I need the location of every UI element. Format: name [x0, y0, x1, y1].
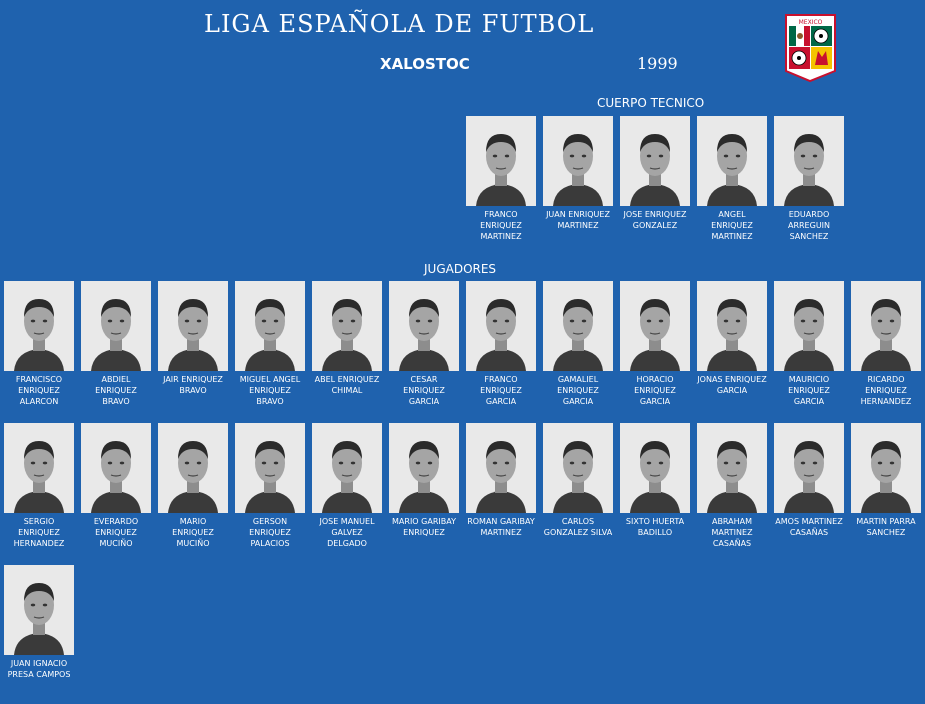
player-card	[851, 423, 921, 538]
person-name: JUAN IGNACIO PRESA CAMPOS	[7, 659, 71, 679]
person-name: EVERARDO ENRIQUEZ MUCIÑO	[93, 517, 139, 548]
portrait-photo	[81, 281, 151, 371]
page-title: LIGA ESPAÑOLA DE FUTBOL	[204, 10, 595, 38]
person-name: ABRAHAM MARTINEZ CASAÑAS	[711, 517, 753, 548]
person-name: AMOS MARTINEZ CASAÑAS	[775, 517, 843, 537]
staff-card	[620, 116, 690, 231]
player-card	[81, 281, 151, 407]
portrait-photo	[697, 281, 767, 371]
portrait-photo	[235, 423, 305, 513]
person-name: ROMAN GARIBAY MARTINEZ	[467, 517, 535, 537]
person-name: FRANCISCO ENRIQUEZ ALARCON	[15, 375, 63, 406]
person-name: JOSE ENRIQUEZ GONZALEZ	[623, 210, 687, 230]
staff-card	[543, 116, 613, 231]
player-card	[774, 423, 844, 538]
portrait-photo	[774, 423, 844, 513]
team-name: XALOSTOC	[380, 55, 470, 73]
portrait-photo	[235, 281, 305, 371]
player-card	[312, 281, 382, 396]
season-year: 1999	[637, 54, 678, 73]
player-card	[389, 423, 459, 538]
portrait-photo	[851, 281, 921, 371]
portrait-photo	[312, 423, 382, 513]
person-name: CARLOS GONZALEZ SILVA	[543, 517, 613, 537]
portrait-photo	[158, 281, 228, 371]
player-card	[312, 423, 382, 549]
player-card	[851, 281, 921, 407]
player-card	[543, 281, 613, 407]
player-card	[4, 565, 74, 680]
portrait-photo	[466, 281, 536, 371]
portrait-photo	[851, 423, 921, 513]
player-card	[620, 281, 690, 407]
person-name: FRANCO ENRIQUEZ GARCIA	[480, 375, 522, 406]
portrait-photo	[158, 423, 228, 513]
staff-card	[774, 116, 844, 242]
portrait-photo	[4, 423, 74, 513]
person-name: FRANCO ENRIQUEZ MARTINEZ	[480, 210, 522, 241]
player-card	[4, 281, 74, 407]
portrait-photo	[543, 281, 613, 371]
portrait-photo	[466, 423, 536, 513]
player-card	[81, 423, 151, 549]
person-name: JUAN ENRIQUEZ MARTINEZ	[546, 210, 610, 230]
person-name: HORACIO ENRIQUEZ GARCIA	[634, 375, 676, 406]
person-name: JONAS ENRIQUEZ GARCIA	[697, 375, 767, 395]
staff-card	[466, 116, 536, 242]
portrait-photo	[697, 116, 767, 206]
portrait-photo	[697, 423, 767, 513]
person-name: MARIO ENRIQUEZ MUCIÑO	[172, 517, 214, 548]
person-name: EDUARDO ARREGUIN SANCHEZ	[787, 210, 831, 241]
staff-card	[697, 116, 767, 242]
player-card	[158, 281, 228, 396]
player-card	[466, 423, 536, 538]
player-card	[466, 281, 536, 407]
players-section-heading: JUGADORES	[424, 262, 497, 276]
portrait-photo	[4, 565, 74, 655]
portrait-photo	[620, 423, 690, 513]
person-name: CESAR ENRIQUEZ GARCIA	[403, 375, 445, 406]
portrait-photo	[620, 116, 690, 206]
player-card	[620, 423, 690, 538]
person-name: MARTIN PARRA SANCHEZ	[856, 517, 916, 537]
player-card	[697, 423, 767, 549]
portrait-photo	[466, 116, 536, 206]
portrait-photo	[312, 281, 382, 371]
person-name: JAIR ENRIQUEZ BRAVO	[163, 375, 223, 395]
player-card	[235, 281, 305, 407]
portrait-photo	[543, 423, 613, 513]
player-card	[697, 281, 767, 396]
portrait-photo	[543, 116, 613, 206]
person-name: MIGUEL ANGEL ENRIQUEZ BRAVO	[239, 375, 301, 406]
portrait-photo	[620, 281, 690, 371]
portrait-photo	[774, 116, 844, 206]
portrait-photo	[81, 423, 151, 513]
person-name: MAURICIO ENRIQUEZ GARCIA	[788, 375, 830, 406]
person-name: ANGEL ENRIQUEZ MARTINEZ	[711, 210, 753, 241]
person-name: ABDIEL ENRIQUEZ BRAVO	[95, 375, 137, 406]
person-name: JOSE MANUEL GALVEZ DELGADO	[319, 517, 375, 548]
staff-section-heading: CUERPO TECNICO	[597, 96, 705, 110]
player-card	[158, 423, 228, 549]
person-name: ABEL ENRIQUEZ CHIMAL	[314, 375, 380, 395]
person-name: SERGIO ENRIQUEZ HERNANDEZ	[13, 517, 65, 548]
portrait-photo	[774, 281, 844, 371]
portrait-photo	[389, 423, 459, 513]
person-name: GAMALIEL ENRIQUEZ GARCIA	[557, 375, 599, 406]
player-card	[389, 281, 459, 407]
player-card	[4, 423, 74, 549]
person-name: MARIO GARIBAY ENRIQUEZ	[392, 517, 456, 537]
person-name: SIXTO HUERTA BADILLO	[625, 517, 685, 537]
player-card	[774, 281, 844, 407]
person-name: RICARDO ENRIQUEZ HERNANDEZ	[860, 375, 912, 406]
svg-text:MEXICO: MEXICO	[798, 19, 823, 26]
portrait-photo	[4, 281, 74, 371]
player-card	[235, 423, 305, 549]
person-name: GERSON ENRIQUEZ PALACIOS	[249, 517, 291, 548]
player-card	[543, 423, 613, 538]
mexico-crest-logo	[784, 13, 837, 83]
portrait-photo	[389, 281, 459, 371]
